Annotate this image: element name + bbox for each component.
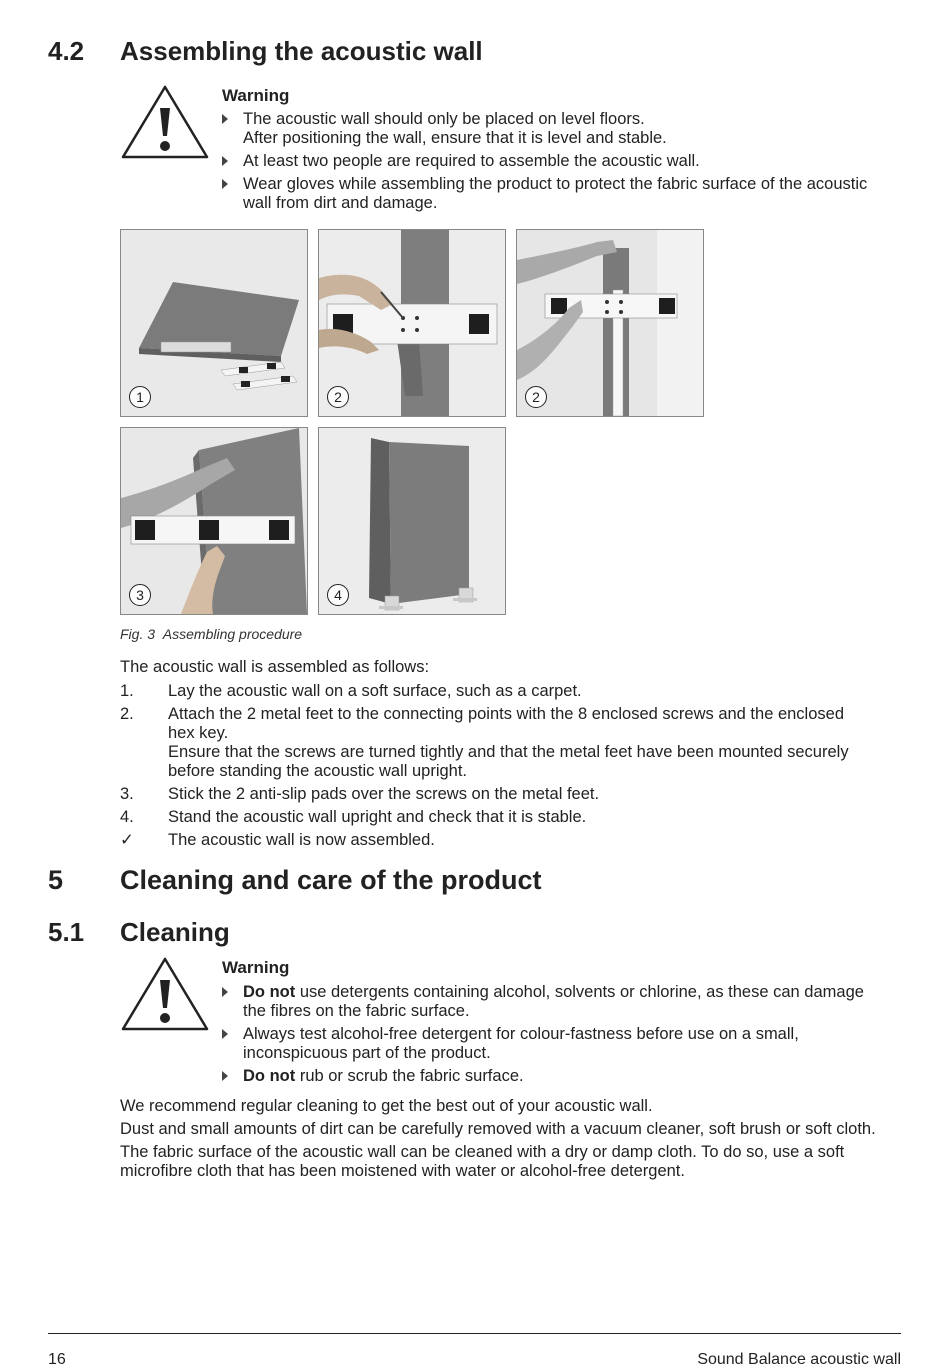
warning-label: Warning — [222, 86, 290, 105]
figure-caption — [120, 626, 302, 642]
chapter-number: 5 — [48, 865, 64, 895]
warning-triangle-icon — [120, 84, 210, 160]
bullet-arrow-icon — [222, 987, 228, 997]
warning-block-assembly — [222, 86, 872, 217]
assembly-intro: The acoustic wall is assembled as follows: — [120, 658, 430, 676]
assembly-steps — [120, 682, 860, 854]
section-title: Cleaning — [120, 917, 230, 947]
step-item: 3. Stick the 2 anti-slip pads over the screws on the metal feet. — [120, 785, 600, 803]
paragraph: We recommend regular cleaning to get the best out of your acoustic wall. — [120, 1097, 653, 1115]
photo-step-2b — [516, 229, 704, 417]
step-item-result: ✓ The acoustic wall is now assembled. — [120, 831, 435, 849]
warning-item: The acoustic wall should only be placed on level floors. After positioning the wall, ensure that it is level and stable. — [222, 110, 872, 148]
section-number: 4.2 — [48, 36, 85, 66]
page-number: 16 — [48, 1351, 66, 1368]
step-badge: 3 — [129, 584, 151, 606]
warning-triangle-icon — [120, 956, 210, 1032]
warning-item: At least two people are required to assemble the acoustic wall. — [222, 152, 872, 171]
step-item: 2. Attach the 2 metal feet to the connecting points with the 8 enclosed screws and the enclosed hex key. Ensure that the screws are turned tightly and that the metal feet have been mounted securely before standing the acoustic wall upright. — [120, 705, 849, 780]
bullet-arrow-icon — [222, 114, 228, 124]
bullet-arrow-icon — [222, 1029, 228, 1039]
section-title: Assembling the acoustic wall — [120, 36, 483, 66]
photo-step-4 — [318, 427, 506, 615]
footer-divider — [48, 1333, 901, 1334]
footer-product-name: Sound Balance acoustic wall — [697, 1351, 901, 1368]
warning-item: Always test alcohol-free detergent for colour-fastness before use on a small, inconspicuous part of the product. — [222, 1025, 872, 1063]
photo-step-3 — [120, 427, 308, 615]
step-badge: 2 — [327, 386, 349, 408]
warning-item: Do not use detergents containing alcohol, solvents or chlorine, as these can damage the fibres on the fabric surface. — [222, 983, 872, 1021]
bullet-arrow-icon — [222, 179, 228, 189]
photo-step-2a — [318, 229, 506, 417]
step-badge: 4 — [327, 584, 349, 606]
step-item: 4. Stand the acoustic wall upright and check that it is stable. — [120, 808, 587, 826]
photo-step-1 — [120, 229, 308, 417]
warning-item: Do not rub or scrub the fabric surface. — [222, 1067, 872, 1086]
warning-item: Wear gloves while assembling the product to protect the fabric surface of the acoustic wall from dirt and damage. — [222, 175, 872, 213]
warning-block-cleaning — [222, 958, 872, 1090]
section-number: 5.1 — [48, 917, 85, 947]
chapter-title: Cleaning and care of the product — [120, 865, 542, 895]
figure-caption-text: Assembling procedure — [162, 626, 303, 642]
step-badge: 1 — [129, 386, 151, 408]
bullet-arrow-icon — [222, 1071, 228, 1081]
bullet-arrow-icon — [222, 156, 228, 166]
paragraph: The fabric surface of the acoustic wall can be cleaned with a dry or damp cloth. To do so, use a soft microfibre cloth that has been moistened with water or alcohol-free detergent. — [120, 1143, 845, 1180]
step-badge: 2 — [525, 386, 547, 408]
warning-label: Warning — [222, 958, 290, 977]
checkmark-icon: ✓ — [120, 831, 134, 849]
paragraph: Dust and small amounts of dirt can be carefully removed with a vacuum cleaner, soft brush or soft cloth. — [120, 1120, 876, 1138]
step-item: 1. Lay the acoustic wall on a soft surface, such as a carpet. — [120, 682, 582, 700]
cleaning-text — [120, 1097, 905, 1181]
figure-caption-label: Fig. 3 — [120, 626, 156, 642]
